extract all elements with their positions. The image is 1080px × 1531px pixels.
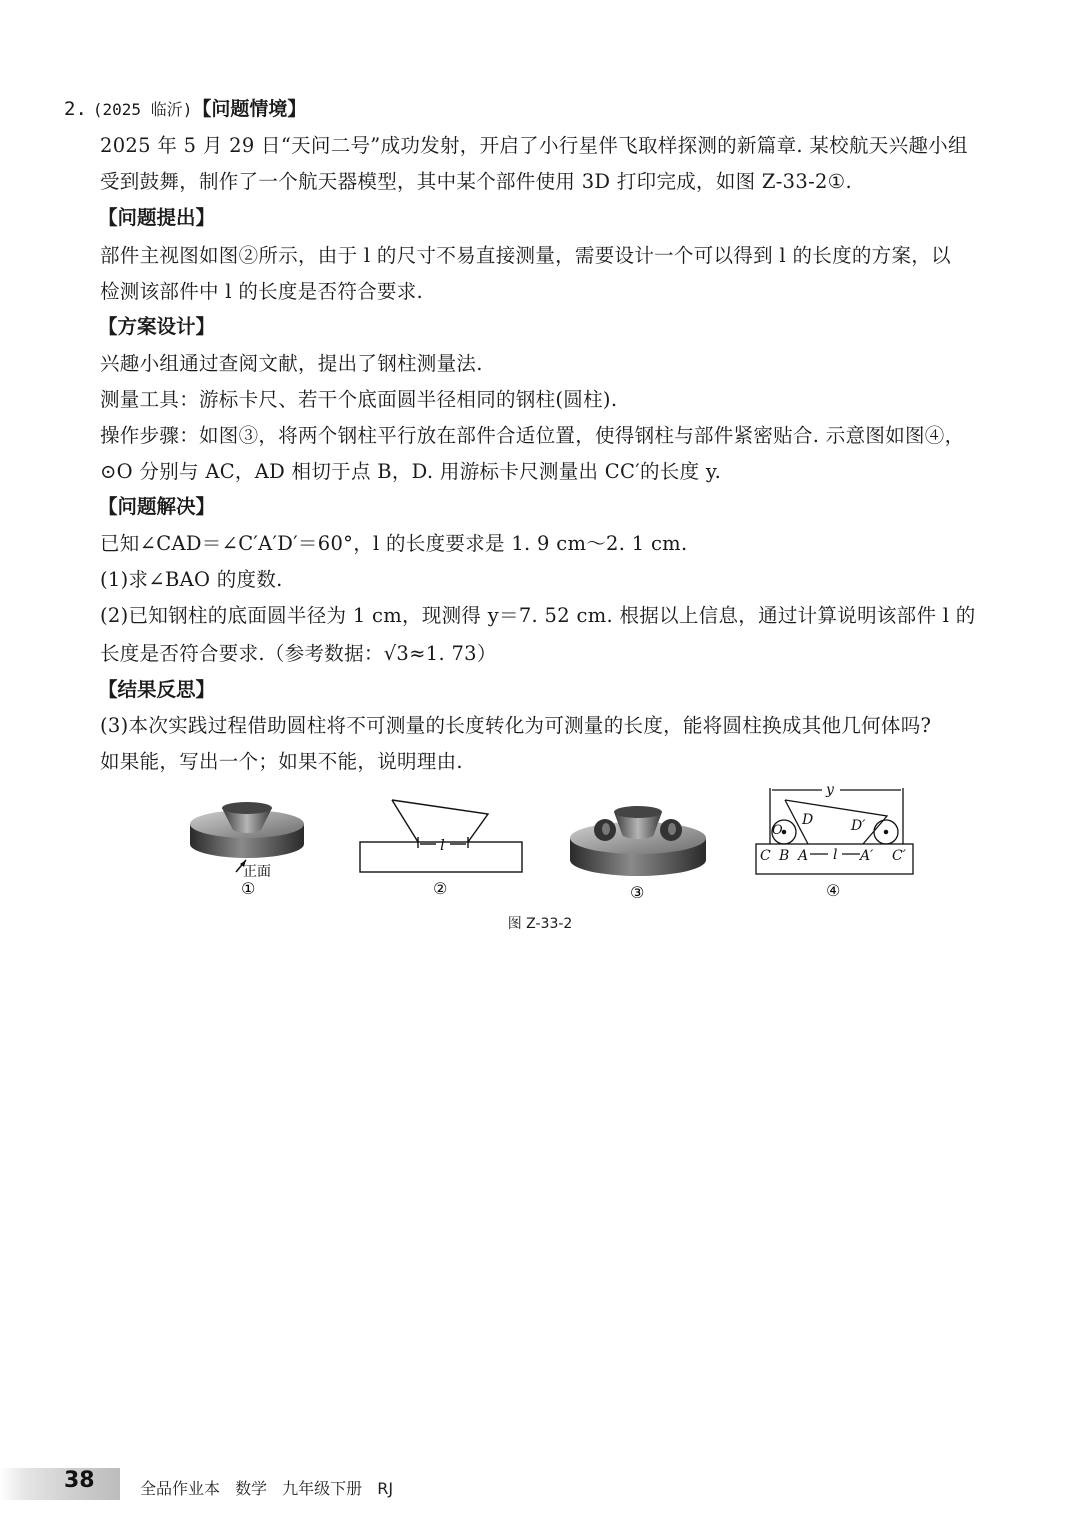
fig4-label: ④ [826,881,841,900]
fig2-label: ② [433,879,448,898]
figure-2-front-view [360,800,522,898]
point-D: D [802,812,814,828]
front-label: 正面 [243,863,271,879]
text-line: 已知∠CAD＝∠C′A′D′＝60°，l 的长度要求是 1. 9 cm～2. 1 cm. [100,532,688,555]
section-problem-context: 【问题情境】 [192,98,307,120]
figure-caption: 图 Z-33-2 [507,916,573,932]
section-plan-design: 【方案设计】 [98,315,216,338]
fig4-l-label: l [833,847,838,863]
point-O: O [772,823,783,838]
point-A: A [798,848,809,864]
figure-1-model [190,802,304,898]
section-problem-solving: 【问题解决】 [98,495,216,518]
section-problem-raised: 【问题提出】 [98,206,216,229]
text-line: ⊙O 分别与 AC，AD 相切于点 B，D. 用游标卡尺测量出 CC′的长度 y. [100,460,722,483]
point-D-prime: D′ [851,818,866,834]
text-line: (2)已知钢柱的底面圆半径为 1 cm，现测得 y＝7. 52 cm. 根据以上信息，通过计算说明该部件 l 的 [100,604,976,627]
section-reflection: 【结果反思】 [98,678,216,701]
fig1-label: ① [241,879,256,898]
text-line: (3)本次实践过程借助圆柱将不可测量的长度转化为可测量的长度，能将圆柱换成其他几何体吗? [100,714,932,737]
point-C: C [760,848,771,864]
fig2-l-label: l [440,836,445,854]
question-number-line [64,94,306,121]
y-label: y [826,782,834,798]
fig3-label: ③ [630,883,645,902]
text-line: 兴趣小组通过查阅文献，提出了钢柱测量法. [100,352,483,375]
text-line: 长度是否符合要求.（参考数据：√3≈1. 73） [100,642,497,665]
text-line: 受到鼓舞，制作了一个航天器模型，其中某个部件使用 3D 打印完成，如图 Z-33-2①. [100,170,852,193]
question-source: (2025 临沂) [92,100,193,119]
page-number: 38 [64,1468,95,1493]
text-line: 2025 年 5 月 29 日“天问二号”成功发射，开启了小行星伴飞取样探测的新篇章. 某校航天兴趣小组 [100,134,968,157]
text-line: 检测该部件中 l 的长度是否符合要求. [100,280,424,303]
text-line: 如果能，写出一个；如果不能，说明理由. [100,750,463,773]
footer-book-title: 全品作业本 数学 九年级下册 RJ [140,1479,394,1498]
text-line: (1)求∠BAO 的度数. [100,568,283,591]
text-line: 操作步骤：如图③，将两个钢柱平行放在部件合适位置，使得钢柱与部件紧密贴合. 示意图如图④， [100,424,965,447]
figure-4-schematic [756,782,913,900]
question-number: 2. [64,98,87,120]
text-line: 部件主视图如图②所示，由于 l 的尺寸不易直接测量，需要设计一个可以得到 l 的长度的方案，以 [100,244,951,267]
point-A-prime: A′ [860,848,874,864]
point-B: B [779,848,790,864]
figure-3-model-with-cylinders [570,806,706,902]
point-C-prime: C′ [892,848,906,864]
page-number-tab [0,1468,120,1500]
text-line: 测量工具：游标卡尺、若干个底面圆半径相同的钢柱(圆柱). [100,388,618,411]
